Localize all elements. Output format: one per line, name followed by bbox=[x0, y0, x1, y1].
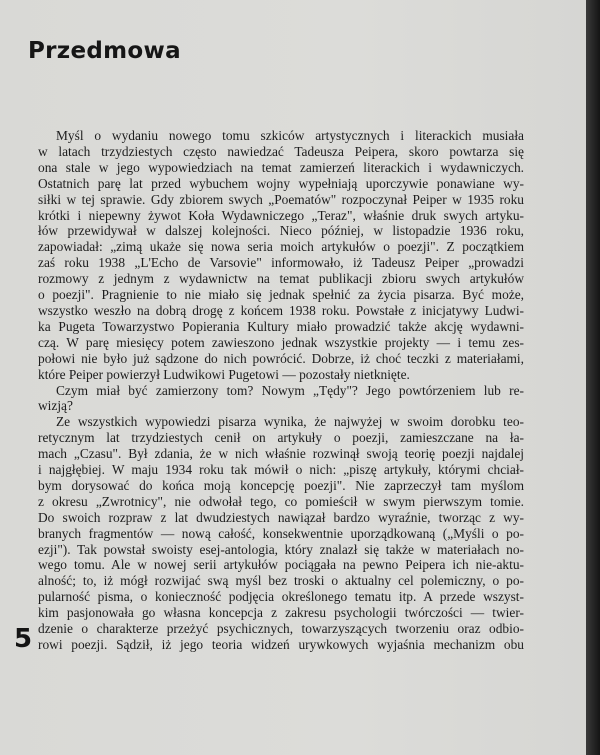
text-line: ka Pugeta Towarzystwo Popierania Kultury miało prowadzić także akcję wydawni- bbox=[38, 318, 524, 334]
text-line: Myśl o wydaniu nowego tomu szkiców artystycznych i literackich musiała bbox=[56, 128, 524, 143]
text-line: i najgłębiej. W maju 1934 roku tak mówił o nich: „piszę artykuły, którymi chciał- bbox=[38, 462, 524, 478]
text-line: dzenie o charakterze przeżyć psychicznych, towarzyszących tworzeniu oraz odbio- bbox=[38, 621, 524, 637]
body-text bbox=[38, 128, 524, 653]
text-line: mach „Czasu". Był zdania, że w nich właśnie rozwinął swoją teorię poezji najdalej bbox=[38, 446, 524, 462]
text-line: ona stale w jego wypowiedziach na temat zamierzeń literackich i wydawniczych. bbox=[38, 159, 524, 175]
page-title: Przedmowa bbox=[28, 38, 181, 64]
text-line: połowi nie było już sądzone do nich powrócić. Dobrze, iż choć teczki z materiałami, bbox=[38, 350, 524, 366]
text-line: zapowiadał: „zimą ukaże się nowa seria moich artykułów o poezji". Z początkiem bbox=[38, 239, 524, 255]
text-line: pularność pisma, o konieczność podjęcia określonego tematu itp. A przede wszyst- bbox=[38, 589, 524, 605]
text-line: kim pasjonowała go własna koncepcja z zakresu psychologii twórczości — twier- bbox=[38, 605, 524, 621]
text-line: bym dorysować do końca moją koncepcję poezji". Nie zaprzeczył tam myślom bbox=[38, 477, 524, 493]
text-line: wego tomu. Ale w nowej serii artykułów pociągała na pewno Peipera ich nie-aktu- bbox=[38, 557, 524, 573]
page-number: 5 bbox=[14, 624, 33, 654]
text-line: alność; to, iż mógł rozwijać swą myśl bez troski o aktualny cel polemiczny, o po- bbox=[38, 573, 524, 589]
text-line: wszystko weszło na dobrą drogę z końcem 1938 roku. Powstałe z inicjatywy Ludwi- bbox=[38, 302, 524, 318]
text-line: o poezji". Pragnienie to nie miało się jednak spełnić za życia pisarza. Być może, bbox=[38, 287, 524, 303]
text-line: łów przewidywał w dalszej kolejności. Nieco później, w listopadzie 1936 roku, bbox=[38, 223, 524, 239]
text-line: zaś roku 1938 „L'Echo de Varsovie" informowało, iż Tadeusz Peiper „prowadzi bbox=[38, 255, 524, 271]
text-line: ezji"). Tak powstał swoisty esej-antologia, który znalazł się także w materiałach no- bbox=[38, 541, 524, 557]
text-line: Czym miał być zamierzony tom? Nowym „Tędy"? Jego powtórzeniem lub re- bbox=[56, 382, 524, 398]
text-line: Ze wszystkich wypowiedzi pisarza wynika, że najwyżej w swoim dorobku teo- bbox=[56, 414, 524, 430]
text-line: krótki i niepewny żywot Koła Wydawniczego „Teraz", właśnie druk swych artyku- bbox=[38, 207, 524, 223]
text-line: retycznym lat trzydziestych cenił on artykuły o poezji, zamieszczane na ła- bbox=[38, 430, 524, 446]
page-shadow-edge bbox=[586, 0, 600, 755]
text-line: z okresu „Zwrotnicy", nie odwołał tego, co pomieścił w swym pierwszym tomie. bbox=[38, 493, 524, 509]
text-line: które Peiper powierzył Ludwikowi Pugetowi — pozostały nietknięte. bbox=[38, 366, 410, 382]
text-line: rozmowy z jednym z wydawnictw na temat publikacji zbioru swych artykułów bbox=[38, 271, 524, 287]
text-line: siłki w tej sprawie. Gdy zbiorem swych „Poematów" rozpoczynał Peiper w 1935 roku bbox=[38, 191, 524, 207]
text-line: rowi poezji. Sądził, iż jego teoria widzeń urywkowych wyjaśnia mechanizm obu bbox=[38, 637, 524, 652]
text-line: czą. W parę miesięcy potem zawieszono jednak wszystkie projekty — i temu zes- bbox=[38, 334, 524, 350]
text-line: Do swoich rozpraw z lat dwudziestych nawiązał bardzo wyraźnie, tworząc z wy- bbox=[38, 509, 524, 525]
text-line: Ostatnich parę lat przed wybuchem wojny wypełniają uporczywie ponawiane wy- bbox=[38, 175, 524, 191]
text-line: wizją? bbox=[38, 398, 73, 414]
text-line: branych fragmentów — nową całość, konsekwentnie uporządkowaną („Myśli o po- bbox=[38, 525, 524, 541]
text-line: w latach trzydziestych często nawiedzać Tadeusza Peipera, skoro powtarza się bbox=[38, 143, 524, 159]
